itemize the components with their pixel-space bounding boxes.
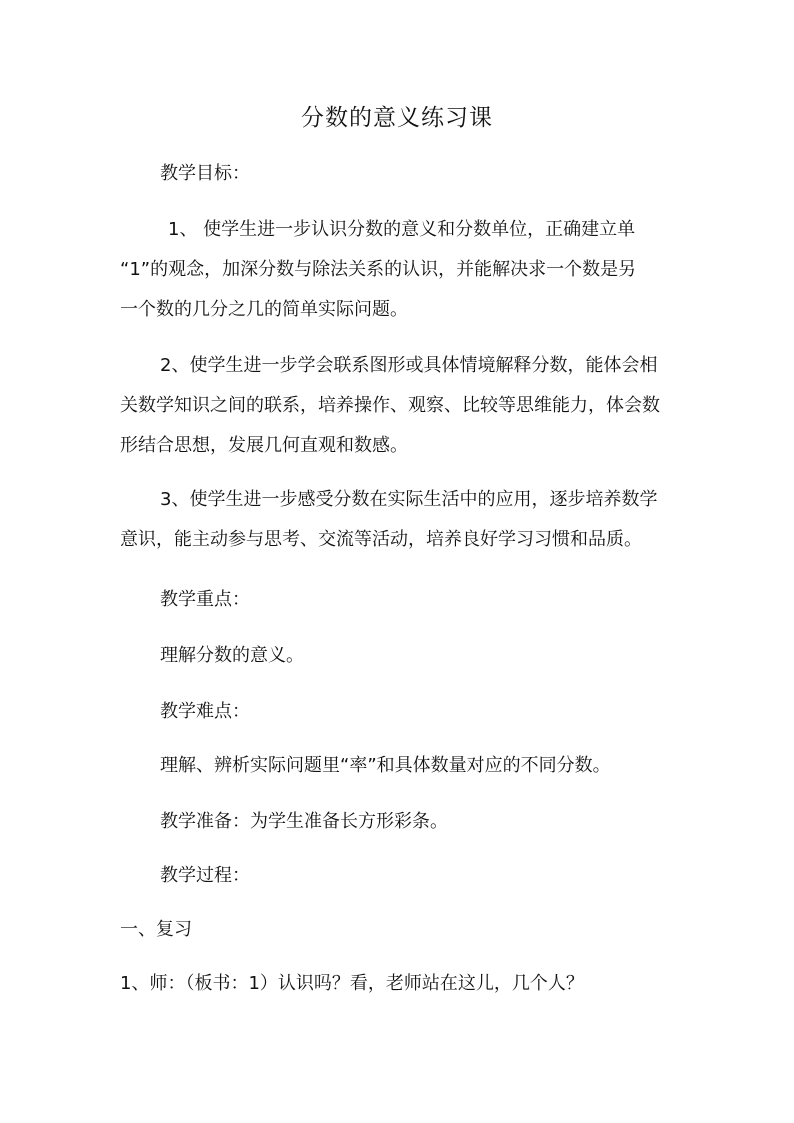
objective-2-line-2: 关数学知识之间的联系，培养操作、观察、比较等思维能力，体会数 — [120, 395, 660, 416]
objective-1 — [120, 210, 676, 330]
section-review-heading: 一、复习 — [120, 919, 192, 940]
objective-2 — [120, 346, 676, 466]
document-title: 分数的意义练习课 — [301, 105, 493, 131]
objective-1-line-1: 1、 使学生进一步认识分数的意义和分数单位，正确建立单 — [168, 219, 636, 240]
objectives-heading: 教学目标： — [160, 163, 250, 184]
objective-1-line-2: “1”的观念，加深分数与除法关系的认识，并能解决求一个数是另 — [120, 259, 637, 280]
objective-2-line-1: 2、使学生进一步学会联系图形或具体情境解释分数，能体会相 — [160, 355, 658, 376]
process-heading: 教学过程： — [160, 865, 250, 886]
objective-2-line-3: 形结合思想，发展几何直观和数感。 — [120, 435, 408, 456]
key-point-text: 理解分数的意义。 — [160, 645, 304, 666]
step-one-text: 1、师：（板书：1）认识吗？看，老师站在这儿，几个人？ — [120, 973, 584, 994]
key-point-heading: 教学重点： — [160, 589, 250, 610]
objective-3-line-1: 3、使学生进一步感受分数在实际生活中的应用，逐步培养数学 — [160, 489, 658, 510]
objective-1-line-3: 一个数的几分之几的简单实际问题。 — [120, 299, 408, 320]
difficulty-heading: 教学难点： — [160, 701, 250, 722]
preparation-text: 教学准备：为学生准备长方形彩条。 — [160, 811, 448, 832]
objective-3 — [120, 480, 676, 560]
objective-3-line-2: 意识，能主动参与思考、交流等活动，培养良好学习习惯和品质。 — [120, 529, 642, 550]
difficulty-text: 理解、辨析实际问题里“率”和具体数量对应的不同分数。 — [160, 755, 611, 776]
